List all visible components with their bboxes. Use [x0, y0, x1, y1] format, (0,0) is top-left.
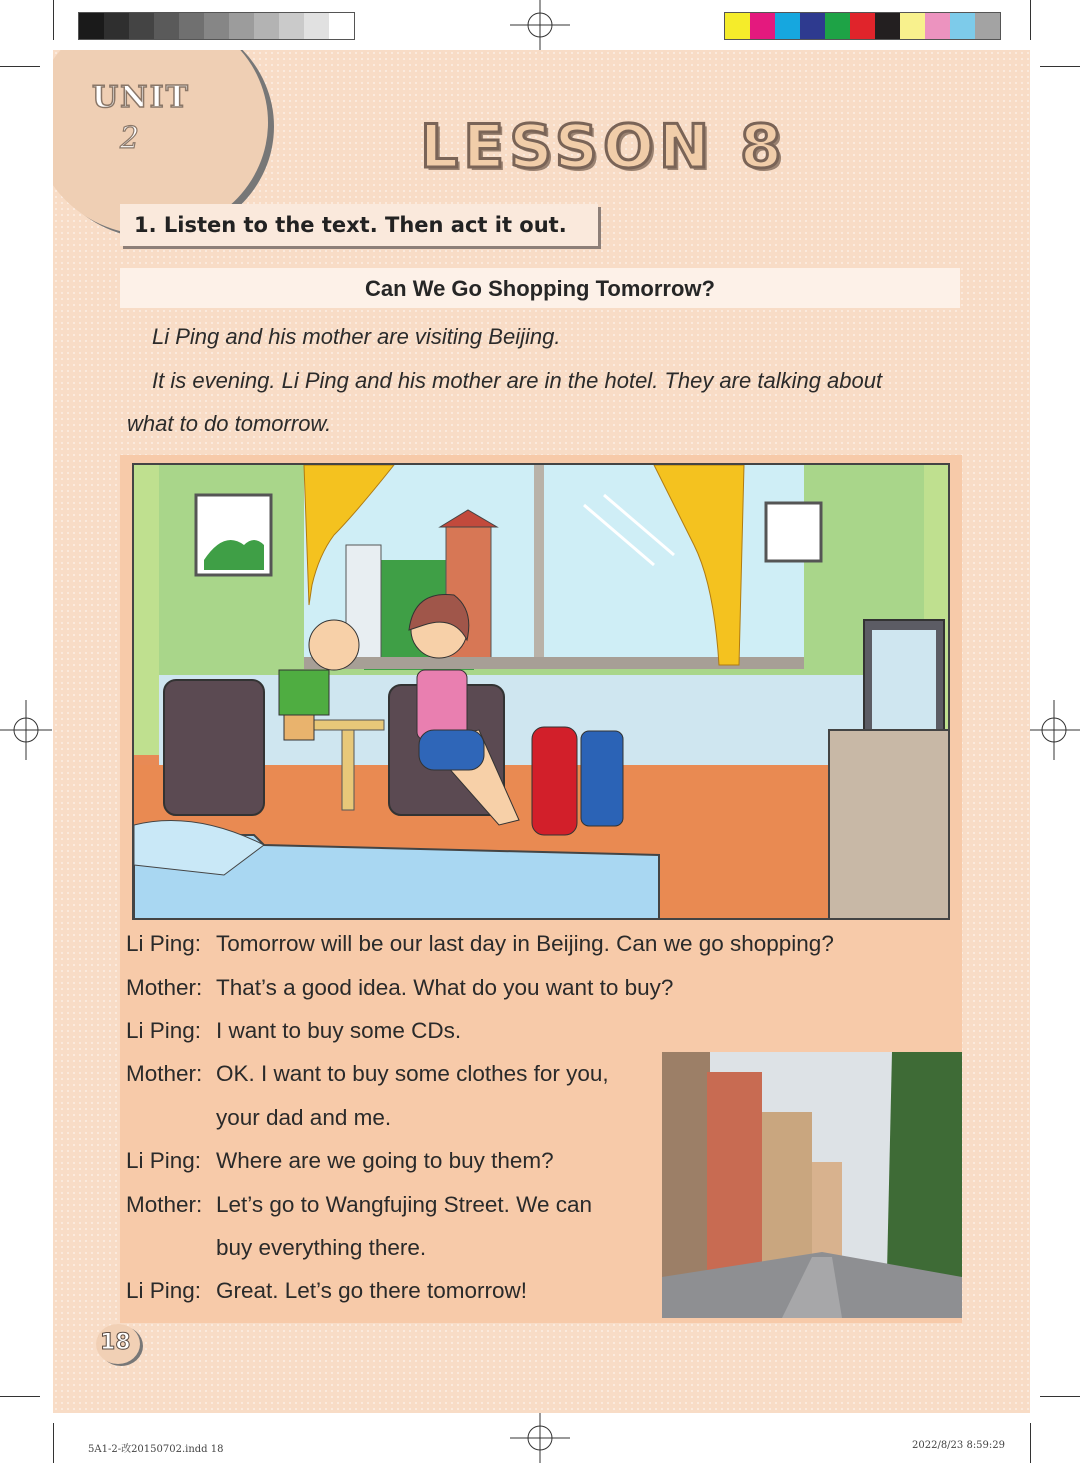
gray-swatch	[154, 13, 179, 39]
crop-mark	[1030, 0, 1031, 40]
dialogue-text: your dad and me.	[216, 1105, 392, 1130]
gray-calibration-bar	[78, 12, 355, 40]
color-swatch	[825, 13, 850, 39]
color-swatch	[900, 13, 925, 39]
color-swatch	[850, 13, 875, 39]
gray-swatch	[254, 13, 279, 39]
color-swatch	[975, 13, 1000, 39]
dialogue-line	[126, 1192, 593, 1218]
dialogue-text: I want to buy some CDs.	[216, 1018, 462, 1043]
speaker-label: Mother:	[126, 1192, 203, 1217]
color-swatch	[925, 13, 950, 39]
crop-mark	[0, 1396, 40, 1397]
dialogue-text: Tomorrow will be our last day in Beijing. Can we go shopping?	[216, 931, 834, 956]
color-swatch	[725, 13, 750, 39]
dialogue-line	[126, 1018, 462, 1044]
crop-mark	[53, 1423, 54, 1463]
color-swatch	[750, 13, 775, 39]
dialogue-line	[126, 1061, 609, 1087]
exercise-instruction: 1. Listen to the text. Then act it out.	[120, 204, 598, 246]
hotel-room-illustration	[132, 463, 950, 920]
color-calibration-bar	[724, 12, 1001, 40]
gray-swatch	[104, 13, 129, 39]
crop-mark	[1040, 66, 1080, 67]
color-swatch	[875, 13, 900, 39]
footer-file-info: 5A1-2-改20150702.indd 18	[88, 1444, 224, 1455]
page-number: 18	[100, 1330, 131, 1355]
color-swatch	[800, 13, 825, 39]
crop-mark	[0, 66, 40, 67]
gray-swatch	[229, 13, 254, 39]
footer-timestamp: 2022/8/23 8:59:29	[912, 1440, 1006, 1451]
crop-mark	[53, 0, 54, 40]
gray-swatch	[329, 13, 354, 39]
dialogue-line	[126, 1148, 554, 1174]
color-swatch	[775, 13, 800, 39]
unit-label: UNIT	[92, 80, 190, 115]
wangfujing-street-photo	[662, 1052, 962, 1318]
speaker-label: Li Ping:	[126, 1278, 202, 1303]
gray-swatch	[279, 13, 304, 39]
speaker-label: Li Ping:	[126, 931, 202, 956]
gray-swatch	[304, 13, 329, 39]
dialogue-text: Let’s go to Wangfujing Street. We can	[216, 1192, 593, 1217]
registration-mark-bottom-icon	[510, 1413, 570, 1463]
unit-number: 2	[120, 121, 140, 156]
intro-line-3: what to do tomorrow.	[127, 411, 332, 436]
dialogue-line	[126, 931, 834, 957]
text-title: Can We Go Shopping Tomorrow?	[120, 268, 960, 308]
crop-mark	[1040, 1396, 1080, 1397]
speaker-label: Li Ping:	[126, 1018, 202, 1043]
dialogue-line	[126, 1278, 527, 1304]
color-swatch	[950, 13, 975, 39]
hotel-room-drawing	[134, 465, 950, 920]
speaker-label: Mother:	[126, 975, 203, 1000]
dialogue-text: Where are we going to buy them?	[216, 1148, 554, 1173]
registration-mark-right-icon	[1030, 700, 1080, 760]
lesson-title: LESSON 8	[420, 112, 787, 182]
dialogue-text: That’s a good idea. What do you want to buy?	[216, 975, 674, 1000]
gray-swatch	[129, 13, 154, 39]
crop-mark	[1030, 1423, 1031, 1463]
dialogue-line	[126, 975, 674, 1001]
registration-mark-top-icon	[510, 0, 570, 50]
speaker-label: Li Ping:	[126, 1148, 202, 1173]
intro-line-2: It is evening. Li Ping and his mother are in the hotel. They are talking about	[152, 368, 883, 393]
dialogue-text: OK. I want to buy some clothes for you,	[216, 1061, 609, 1086]
gray-swatch	[179, 13, 204, 39]
gray-swatch	[79, 13, 104, 39]
dialogue-text: Great. Let’s go there tomorrow!	[216, 1278, 527, 1303]
street-photo-drawing	[662, 1052, 962, 1318]
dialogue-text: buy everything there.	[216, 1235, 427, 1260]
gray-swatch	[204, 13, 229, 39]
speaker-label: Mother:	[126, 1061, 203, 1086]
intro-line-1: Li Ping and his mother are visiting Beijing.	[152, 324, 561, 349]
registration-mark-left-icon	[0, 700, 52, 760]
